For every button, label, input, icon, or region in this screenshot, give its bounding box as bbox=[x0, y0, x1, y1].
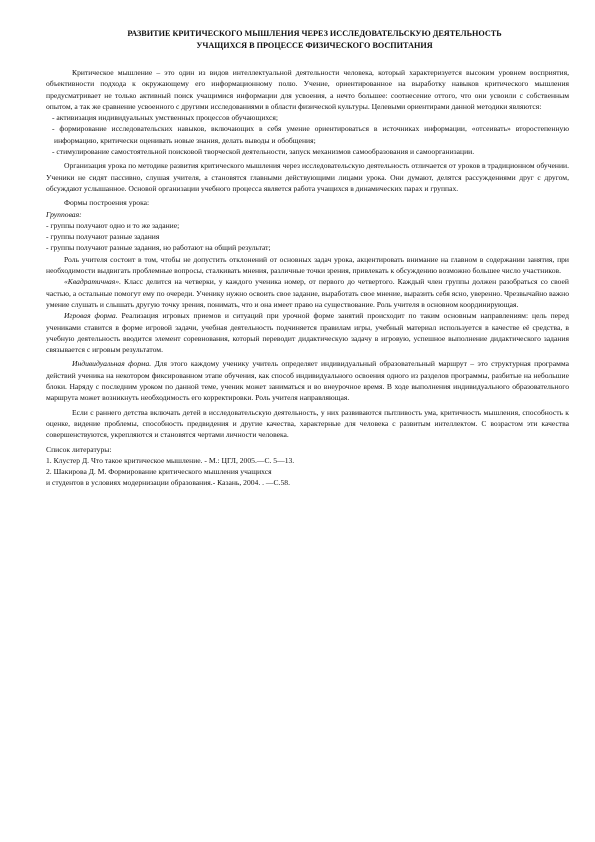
reference-item: и студентов в условиях модернизации образования.- Казань, 2004. . —С.58. bbox=[46, 478, 290, 488]
goal-item: - стимулирование самостоятельной поисковой творческой деятельности, запуск механизмов самообразования и самоорганизации. bbox=[52, 147, 475, 157]
game-form-paragraph bbox=[46, 310, 569, 355]
individual-form-term: Индивидуальная форма. bbox=[72, 359, 152, 369]
quadrant-form-term: «Квадратичная». bbox=[64, 277, 122, 287]
game-form-text: Реализация игровых приемов и ситуаций при урочной форме занятий происходит по таким основным направлениям: цель перед учениками ставится в форме игровой задачи, учебная деятельность подчиняется правилам игры, учебный материал используется в качестве её средства, в учебную деятельность вводится элемент соревнования, который переводит дидактическую задачу в игровую, успешное выполнение дидактического задания связывается с игровым результатом. bbox=[46, 311, 569, 355]
intro-paragraph: Критическое мышление – это один из видов интеллектуальной деятельности человека, который характеризуется высоким уровнем восприятия, объективности подхода к окружающему его информационному полю. Учение, ориентированное на выработку навыков критического мышления предусматривает не только активный поиск учащимися информации для усвоения, а нечто большее: соотнесение оттого, что они усвоили с собственным опытом, а так же сравнение усвоенного с другими исследованиями в области физической культуры. Целевыми ориентирами данной методики являются: bbox=[46, 68, 569, 111]
page-title bbox=[46, 28, 569, 51]
goal-item: - активизация индивидуальных умственных процессов обучающихся; bbox=[52, 113, 278, 123]
title-line-2: УЧАЩИХСЯ В ПРОЦЕССЕ ФИЗИЧЕСКОГО ВОСПИТАНИЯ bbox=[196, 40, 433, 50]
individual-form-text: Для этого каждому ученику учитель определяет индивидуальный образовательный маршрут – это структурная программа действий ученика на некотором фиксированном этапе обучения, как способ индивидуального освоения одного из разделов программы, разбитые на небольшие блоки. Наряду с последним уроком по данной теме, ученик может заниматься и во внеурочное время. В ходе выполнения индивидуального образовательного маршрута может возникнуть необходимость его корректировки. Роль учителя направляющая. bbox=[46, 359, 570, 403]
goal-item: - формирование исследовательских навыков, включающих в себя умение ориентироваться в источниках информации, «отсеивать» второстепенную информацию, критически оценивать новые знания, делать выводы и обобщения; bbox=[52, 124, 569, 145]
group-form-item: - группы получают одно и то же задание; bbox=[46, 220, 180, 230]
forms-heading: Формы построения урока: bbox=[64, 198, 150, 208]
group-form-item: - группы получают разные задания, но работают на общий результат; bbox=[46, 243, 271, 253]
teacher-role-paragraph: Роль учителя состоит в том, чтобы не допустить отклонений от основных задач урока, акцентировать внимание на главном в содержании занятия, при необходимости выдвигать проблемные вопросы, сталкивать мнения, различные точки зрения, привлекать к обсуждению возможно большее число участников. bbox=[46, 254, 569, 276]
individual-form-paragraph bbox=[46, 358, 569, 403]
group-form-heading: Групповая: bbox=[46, 209, 82, 219]
quadrant-form-text: Класс делится на четверки, у каждого ученика номер, от первого до четвертого. Каждый член группы должен разобраться со своей частью, а остальные помогут ему по очереди. Ученику нужно освоить свое задание, выработать свое мнение, выразить себя ясно, уверенно. Чрезвычайно важно умение слушать и слышать другую точку зрения, понимать, что и она имеет право на существование. Роль учителя в основном координирующая. bbox=[46, 277, 569, 309]
group-form-item: - группы получают разные задания bbox=[46, 232, 160, 242]
title-line-1: РАЗВИТИЕ КРИТИЧЕСКОГО МЫШЛЕНИЯ ЧЕРЕЗ ИССЛЕДОВАТЕЛЬСКУЮ ДЕЯТЕЛЬНОСТЬ bbox=[127, 29, 502, 38]
reference-item: 1. Клустер Д. Что такое критическое мышление. - М.: ЦГЛ, 2005.—С. 5—13. bbox=[46, 455, 295, 465]
quadrant-form-paragraph bbox=[46, 276, 569, 310]
conclusion-paragraph: Если с раннего детства включать детей в исследовательскую деятельность, у них развиваются пытливость ума, критичность мышления, способность к оценке, видение проблемы, способность предвидения и другие качества, характерные для человека с развитым интеллектом. С возрастом эти качества совершенствуются, укрепляются и становятся чертами личности человека. bbox=[46, 407, 569, 440]
references-heading: Список литературы: bbox=[46, 444, 112, 454]
game-form-term: Игровая форма. bbox=[64, 311, 118, 321]
organization-paragraph: Организация урока по методике развития критического мышления через исследовательскую деятельность отличается от уроков в традиционном обучении. Ученики не сидят пассивно, слушая учителя, а становятся главными действующими лицами урока. Они думают, делятся рассуждениями друг с другом, обсуждают услышанное. Основой организации учебного процесса является работа учащихся в динамических парах и группах. bbox=[46, 161, 569, 193]
reference-item: 2. Шакирова Д. М. Формирование критического мышления учащихся bbox=[46, 467, 272, 477]
references-section bbox=[46, 444, 569, 489]
